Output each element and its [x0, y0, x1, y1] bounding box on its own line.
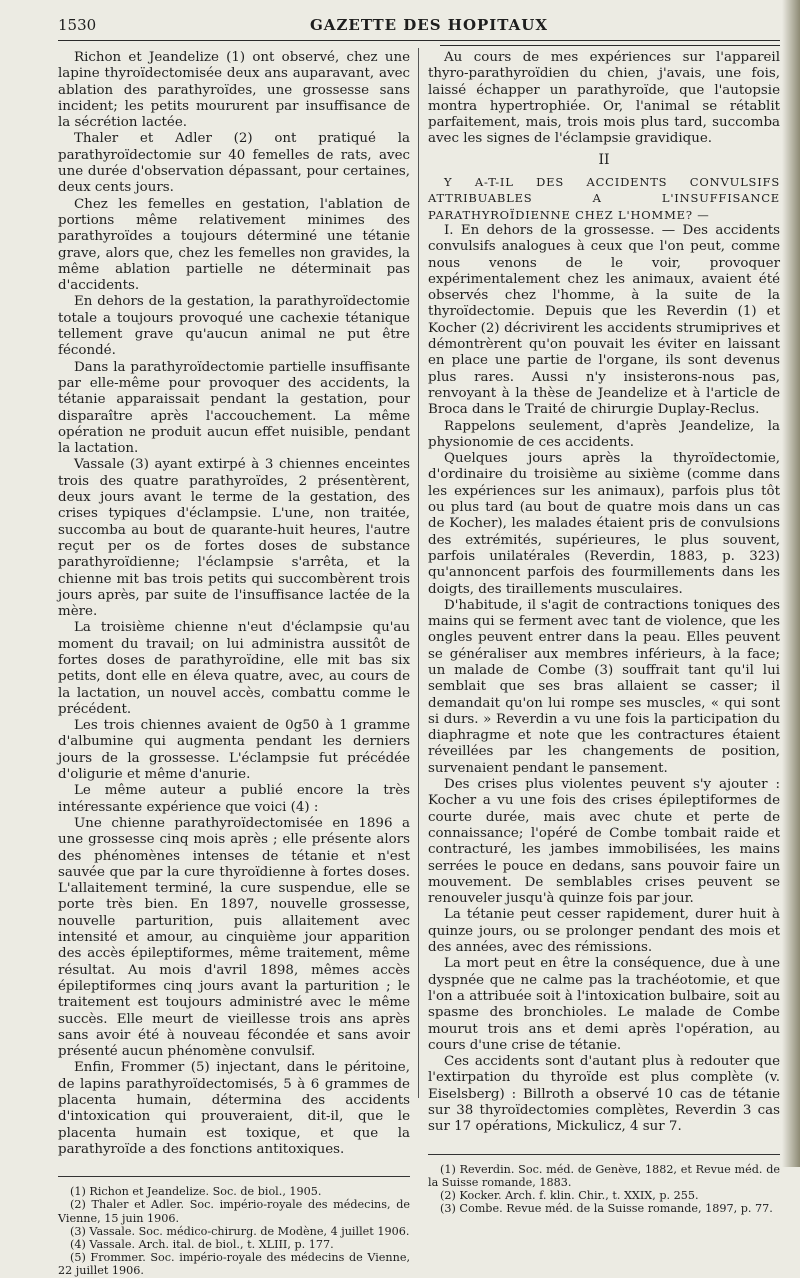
footnotes-right: [428, 1163, 780, 1216]
footnote: (1) Reverdin. Soc. méd. de Genève, 1882, et Revue méd. de la Suisse romande, 1883.: [428, 1162, 780, 1189]
paragraph: En dehors de la gestation, la parathyroïdectomie totale a toujours provoqué une cachexie tétanique tellement grave qu'aucun animal ne put être fécondé.: [58, 294, 410, 359]
running-title: GAZETTE DES HOPITAUX: [310, 16, 549, 34]
page-number: 1530: [58, 16, 97, 34]
paragraph: D'habitude, il s'agit de contractions toniques des mains qui se ferment avec tant de violence, que les ongles peuvent entrer dans la peau. Elles peuvent se généraliser aux membres inférieurs, à la face; un malade de Combe (3) souffrait tant qu'il lui semblait que ses bras allaient se casser; il demandait qu'on lui rompe ses muscles, « qui sont si durs. » Reverdin a vu une fois la participation du diaphragme et note que les contractures étaient réveillées par les changements de position, survenaient pendant le pansement.: [428, 597, 780, 776]
right-column: [428, 50, 780, 1215]
paragraph: Le même auteur a publié encore la très intéressante expérience que voici (4) :: [58, 783, 410, 815]
paragraph: Chez les femelles en gestation, l'ablation de portions même relativement minimes des parathyroïdes a toujours déterminé une tétanie grave, alors que, chez les femelles non gravides, la même ablation partielle ne déterminait pas d'accidents.: [58, 196, 410, 294]
footnote: (1) Richon et Jeandelize. Soc. de biol., 1905.: [70, 1185, 322, 1199]
paragraph: Au cours de mes expériences sur l'appareil thyro-parathyroïdien du chien, j'avais, une fois, laissé échapper un parathyroïde, que l'autopsie montra hypertrophiée. Or, l'animal se rétablit parfaitement, mais, trois mois plus tard, succomba avec les signes de l'éclampsie gravidique.: [428, 50, 780, 147]
paragraph: La mort peut en être la conséquence, due à une dyspnée que ne calme pas la trachéotomie, et que l'on a attribuée soit à l'intoxication bulbaire, soit au spasme des bronchioles. Le malade de Combe mourut trois ans et demi après l'opération, au cours d'une crise de tétanie.: [428, 956, 780, 1053]
paragraph: Quelques jours après la thyroïdectomie, d'ordinaire du troisième au sixième (comme dans les expériences sur les animaux), parfois plus tôt ou plus tard (au bout de quatre mois dans un cas de Kocher), les malades étaient pris de convulsions des extrémités, supérieures, le plus souvent, parfois unilatérales (Reverdin, 1883, p. 323) qu'annoncent parfois des fourmillements dans les doigts, des tiraillements musculaires.: [428, 451, 780, 597]
paragraph: Richon et Jeandelize (1) ont observé, chez une lapine thyroïdectomisée deux ans auparavant, avec ablation des parathyroïdes, une grossesse sans incident; les petits moururent par insuffisance de la sécrétion lactée.: [58, 50, 410, 131]
paragraph: Enfin, Frommer (5) injectant, dans le péritoine, de lapins parathyroïdectomisés, 5 à 6 grammes de placenta humain, détermina des accidents d'intoxication qui prouveraient, dit-il, que le placenta humain est toxique, et que la parathyroïde a des fonctions antitoxiques.: [58, 1060, 410, 1157]
footnote-rule: [428, 1154, 780, 1155]
page-header: [58, 14, 780, 40]
paragraph: Les trois chiennes avaient de 0g50 à 1 gramme d'albumine qui augmenta pendant les derniers jours de la grossesse. L'éclampsie fut précédée d'oligurie et même d'anurie.: [58, 718, 410, 783]
header-rule-secondary: [440, 45, 780, 46]
footnotes-left: [58, 1185, 410, 1277]
footnote: (3) Vassale. Soc. médico-chirurg. de Modène, 4 juillet 1906.: [70, 1224, 410, 1238]
paragraph: Ces accidents sont d'autant plus à redouter que l'extirpation du thyroïde est plus complète (v. Eiselsberg) : Billroth a observé 10 cas de tétanie sur 38 thyroïdectomies complètes, Reverdin 3 cas sur 17 opérations, Mickulicz, 4 sur 7.: [428, 1054, 780, 1135]
page-edge-shadow: [782, 0, 800, 1167]
paragraph: Dans la parathyroïdectomie partielle insuffisante par elle-même pour provoquer des accidents, la tétanie apparaissait pendant la gestation, pour disparaître après l'accouchement. La même opération ne produit aucun effet nuisible, pendant la lactation.: [58, 359, 410, 457]
paragraph: Une chienne parathyroïdectomisée en 1896 a une grossesse cinq mois après ; elle présente alors des phénomènes intenses de tétanie et n'est sauvée que par la cure thyroïdienne à fortes doses. L'allaitement terminé, la cure suspendue, elle se porte très bien. En 1897, nouvelle grossesse, nouvelle parturition, puis allaitement avec intensité et amour, au cinquième jour apparition des accès épileptiformes, même traitement, même résultat. Au mois d'avril 1898, mêmes accès épileptiformes cinq jours avant la parturition ; le traitement est toujours administré avec le même succès. Elle meurt de vieillesse trois ans après sans avoir été à nouveau fécondée et sans avoir présenté aucun phénomène convulsif.: [58, 815, 410, 1060]
paragraph: I. En dehors de la grossesse. — Des accidents convulsifs analogues à ceux que l'on peut, comme nous venons de le voir, provoquer expérimentalement chez les animaux, avaient été observés chez l'homme, à la suite de la thyroïdectomie. Depuis que les Reverdin (1) et Kocher (2) décrivirent les accidents strumiprives et démontrèrent qu'on pouvait les éviter en laissant en place une partie de l'organe, ils sont devenus plus rares. Aussi n'y insisterons-nous pas, renvoyant à la thèse de Jeandelize et à l'article de Broca dans le Traité de chirurgie Duplay-Reclus.: [428, 222, 780, 418]
footnote: (4) Vassale. Arch. ital. de biol., t. XLIII, p. 177.: [70, 1238, 334, 1251]
footnote-rule: [58, 1176, 410, 1177]
footnote: (3) Combe. Revue méd. de la Suisse romande, 1897, p. 77.: [440, 1202, 773, 1216]
footnote: (2) Thaler et Adler. Soc. império-royale des médecins, de Vienne, 15 juin 1906.: [58, 1198, 410, 1225]
paragraph: Des crises plus violentes peuvent s'y ajouter : Kocher a vu une fois des crises épileptiformes de courte durée, mais avec chute et perte de connaissance; l'opéré de Combe tombait raide et contracturé, les jambes immobilisées, les mains serrées le pouce en dedans, sans pouvoir faire un mouvement. De semblables crises peuvent se renouveler jusqu'à quinze fois par jour.: [428, 777, 780, 907]
left-column: [58, 50, 410, 1278]
paragraph: Vassale (3) ayant extirpé à 3 chiennes enceintes trois des quatre parathyroïdes, 2 présentèrent, deux jours avant le terme de la gestation, des crises typiques d'éclampsie. L'une, non traitée, succomba au bout de quarante-huit heures, l'autre reçut per os de fortes doses de substance parathyroïdienne; l'éclampsie s'arrêta, et la chienne mit bas trois petits qui succombèrent trois jours après, par suite de l'insuffisance lactée de la mère.: [58, 457, 410, 620]
section-title: Y A-T-IL DES ACCIDENTS CONVULSIFS ATTRIBUABLES A L'INSUFFISANCE PARATHYROÏDIENNE CHEZ L'HOMME? —: [428, 175, 780, 222]
paragraph: Rappelons seulement, d'après Jeandelize, la physionomie de ces accidents.: [428, 418, 780, 450]
footnote: (5) Frommer. Soc. império-royale des médecins de Vienne, 22 juillet 1906.: [58, 1251, 410, 1278]
paragraph: La tétanie peut cesser rapidement, durer huit à quinze jours, ou se prolonger pendant des mois et des années, avec des rémissions.: [428, 907, 780, 956]
paragraph: Thaler et Adler (2) ont pratiqué la parathyroïdectomie sur 40 femelles de rats, avec une durée d'observation dépassant, pour certaines, deux cents jours.: [58, 131, 410, 196]
footnote: (2) Kocker. Arch. f. klin. Chir., t. XXIX, p. 255.: [440, 1189, 699, 1202]
header-rule: [58, 40, 780, 41]
section-number: II: [598, 151, 610, 168]
paragraph: La troisième chienne n'eut d'éclampsie qu'au moment du travail; on lui administra aussitôt de fortes doses de parathyroïdine, elle mit bas six petits, dont elle en éleva quatre, avec, au cours de la lactation, un nouvel accès, combattu comme le précédent.: [58, 620, 410, 717]
column-divider: [418, 48, 419, 1098]
